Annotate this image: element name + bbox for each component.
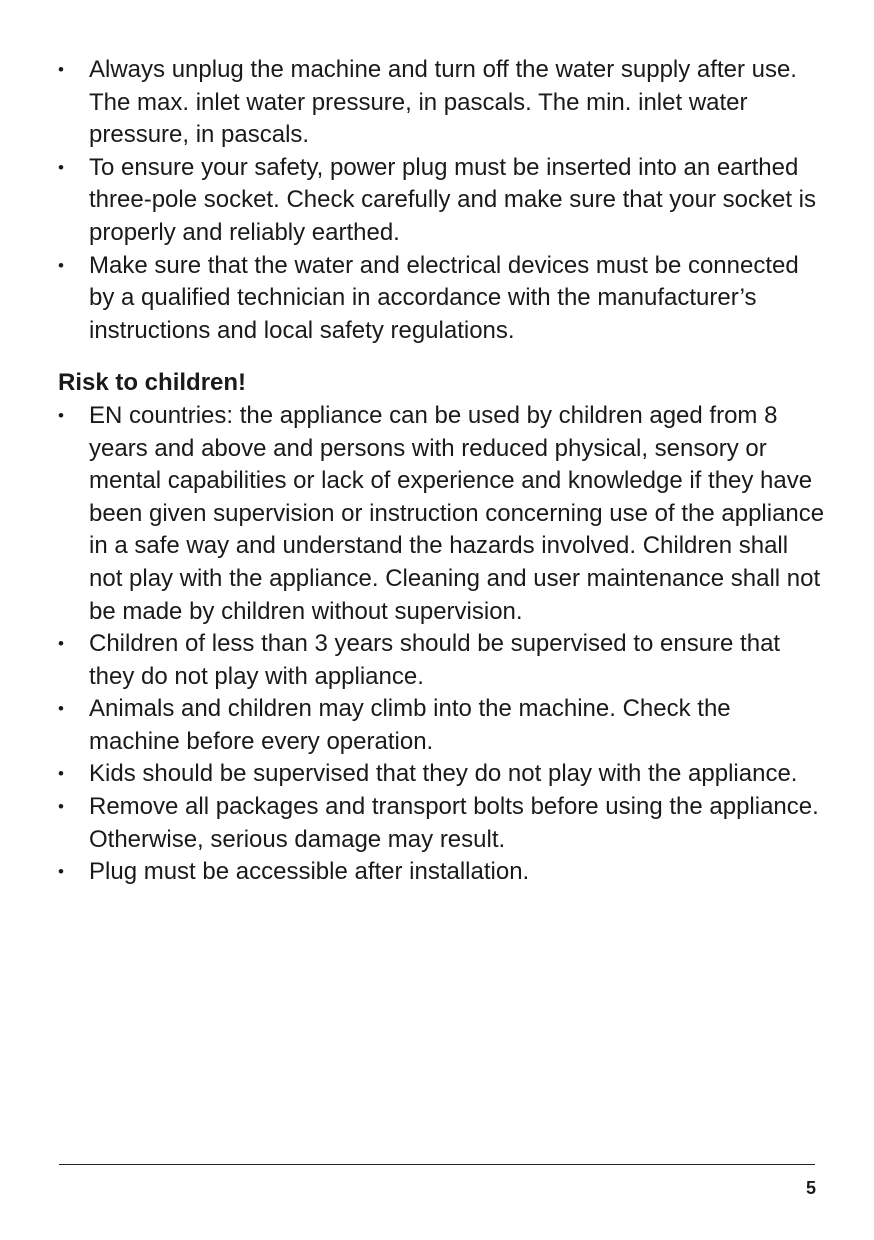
safety-list [58, 54, 828, 347]
list-item: • Make sure that the water and electrical devices must be connected by a qualified technician in accordance with the manufacturer’s instructions and local safety regulations. [58, 250, 828, 348]
list-item: • Animals and children may climb into the machine. Check the machine before every operation. [58, 693, 828, 758]
footer-divider [59, 1164, 815, 1165]
list-item: • Plug must be accessible after installation. [58, 856, 828, 889]
children-risk-list [58, 400, 828, 889]
section-heading: Risk to children! [58, 369, 247, 397]
list-item: • Children of less than 3 years should be supervised to ensure that they do not play with appliance. [58, 628, 828, 693]
page-number: 5 [805, 1178, 816, 1198]
list-item: • EN countries: the appliance can be used by children aged from 8 years and above and persons with reduced physical, sensory or mental capabilities or lack of experience and knowledge if they have been given supervision or instruction concerning use of the appliance in a safe way and understand the hazards involved. Children shall not play with the appliance. Cleaning and user maintenance shall not be made by children without supervision. [58, 400, 828, 628]
list-item: • Kids should be supervised that they do not play with the appliance. [58, 758, 828, 791]
list-item: • Remove all packages and transport bolts before using the appliance. Otherwise, serious damage may result. [58, 791, 828, 856]
page-content [58, 54, 828, 889]
list-item: • To ensure your safety, power plug must be inserted into an earthed three-pole socket. Check carefully and make sure that your socket is properly and reliably earthed. [58, 152, 828, 250]
list-item: • Always unplug the machine and turn off the water supply after use. The max. inlet water pressure, in pascals. The min. inlet water pressure, in pascals. [58, 54, 828, 152]
